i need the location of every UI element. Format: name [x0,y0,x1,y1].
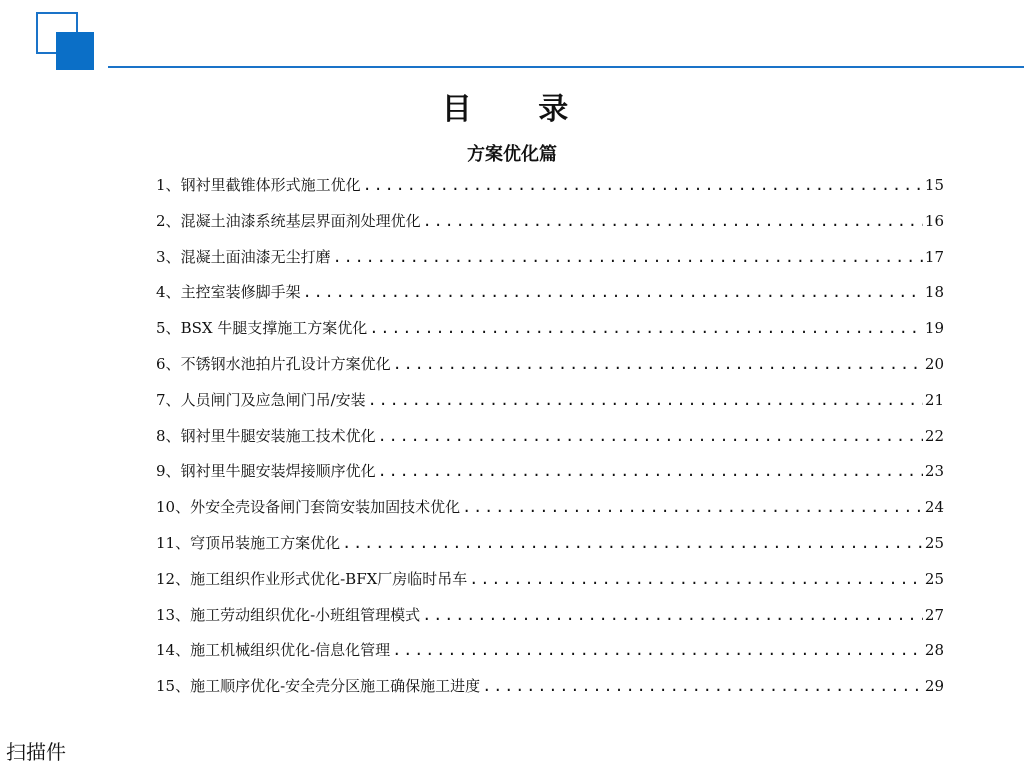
toc-entry[interactable] [156,174,944,210]
toc-entry[interactable] [156,425,944,461]
toc-entry-title: 穹顶吊装施工方案优化 [190,533,341,552]
toc-entry-separator: 、 [165,176,181,194]
toc-entry-separator: 、 [175,641,191,660]
toc-entry-number: 13 [156,605,176,624]
toc-entry-separator: 、 [175,605,191,624]
toc-entry-title: 混凝土油漆系统基层界面剂处理优化 [180,211,421,230]
table-of-contents [156,174,944,711]
toc-entry-title: 施工劳动组织优化-小班组管理模式 [190,605,421,624]
toc-entry-separator: 、 [165,247,181,266]
toc-entry-number: 3 [156,247,166,266]
toc-entry-title: 施工顺序优化-安全壳分区施工确保施工进度 [190,677,481,696]
toc-entry-page-number: 16 [924,211,944,230]
toc-entry-number: 5 [156,319,166,338]
toc-dot-leader [342,534,923,552]
toc-entry-page-number: 17 [924,247,944,266]
toc-entry-title: 主控室装修脚手架 [180,283,301,302]
toc-entry[interactable] [156,210,944,246]
toc-entry-page-number: 18 [924,283,944,302]
toc-entry-title: 外安全壳设备闸门套筒安装加固技术优化 [190,498,461,517]
toc-entry-number: 10 [156,498,176,517]
toc-entry-number: 11 [156,533,176,552]
toc-entry-number: 15 [156,677,176,696]
toc-entry[interactable] [156,496,944,532]
toc-entry-separator: 、 [175,533,191,552]
toc-entry-separator: 、 [175,677,191,696]
toc-dot-leader [469,570,923,588]
toc-entry-page-number: 25 [924,569,944,588]
toc-dot-leader [303,283,923,301]
toc-dot-leader [368,391,923,409]
toc-entry-page-number: 27 [924,605,944,624]
toc-entry-separator: 、 [165,283,181,302]
toc-dot-leader [333,248,923,266]
toc-entry[interactable] [156,568,944,604]
toc-dot-leader [369,319,923,337]
toc-entry[interactable] [156,460,944,496]
toc-entry-separator: 、 [165,462,181,481]
toc-entry-page-number: 25 [924,533,944,552]
toc-dot-leader [423,212,923,230]
toc-entry[interactable] [156,317,944,353]
toc-entry-title: 混凝土面油漆无尘打磨 [180,247,331,266]
toc-entry[interactable] [156,639,944,675]
toc-entry-title: 钢衬里牛腿安装焊接顺序优化 [180,462,376,481]
toc-entry-separator: 、 [175,498,191,517]
toc-entry[interactable] [156,675,944,711]
toc-entry-number: 4 [156,283,166,302]
toc-entry-page-number: 22 [924,426,944,445]
toc-entry-title: 人员闸门及应急闸门吊/安装 [180,390,366,409]
toc-entry-separator: 、 [165,426,181,445]
toc-entry-number: 8 [156,426,166,445]
toc-entry-title: 钢衬里牛腿安装施工技术优化 [180,426,376,445]
logo [36,12,96,70]
toc-entry-page-number: 28 [924,641,944,660]
toc-entry[interactable] [156,353,944,389]
toc-entry-page-number: 24 [924,498,944,517]
toc-entry[interactable] [156,281,944,317]
toc-entry-number: 2 [156,211,166,230]
toc-entry-number: 9 [156,462,166,481]
toc-entry-page-number: 15 [924,176,944,194]
toc-entry-number: 6 [156,354,166,373]
toc-dot-leader [393,355,923,373]
toc-entry-separator: 、 [165,211,181,230]
toc-dot-leader [392,641,923,659]
toc-entry-number: 7 [156,390,166,409]
toc-entry[interactable] [156,604,944,640]
toc-entry-page-number: 20 [924,354,944,373]
section-subtitle: 方案优化篇 [467,144,557,165]
toc-entry-title: 钢衬里截锥体形式施工优化 [180,176,361,194]
toc-entry[interactable] [156,246,944,282]
header-divider [108,66,1024,68]
toc-entry-page-number: 29 [924,677,944,696]
toc-entry-separator: 、 [165,390,181,409]
toc-entry-page-number: 23 [924,462,944,481]
toc-entry-title: BSX 牛腿支撑施工方案优化 [180,319,368,338]
toc-dot-leader [378,427,923,445]
toc-dot-leader [378,462,923,480]
toc-entry-separator: 、 [165,319,181,338]
toc-entry-title: 施工机械组织优化-信息化管理 [190,641,391,660]
toc-entry-page-number: 19 [924,319,944,338]
toc-entry[interactable] [156,532,944,568]
toc-entry-title: 不锈钢水池拍片孔设计方案优化 [180,354,391,373]
toc-entry-number: 1 [156,176,166,194]
toc-entry-separator: 、 [175,569,191,588]
toc-dot-leader [422,606,923,624]
toc-dot-leader [462,498,923,516]
scan-stamp-label: 扫描件 [6,740,66,764]
toc-dot-leader [363,176,923,194]
toc-entry-separator: 、 [165,354,181,373]
toc-entry-page-number: 21 [924,390,944,409]
toc-entry-title: 施工组织作业形式优化-BFX厂房临时吊车 [190,569,468,588]
logo-filled-square [56,32,94,70]
page-title: 目 录 [441,92,597,127]
toc-entry[interactable] [156,389,944,425]
toc-entry-number: 12 [156,569,176,588]
toc-dot-leader [482,677,923,695]
toc-entry-number: 14 [156,641,176,660]
